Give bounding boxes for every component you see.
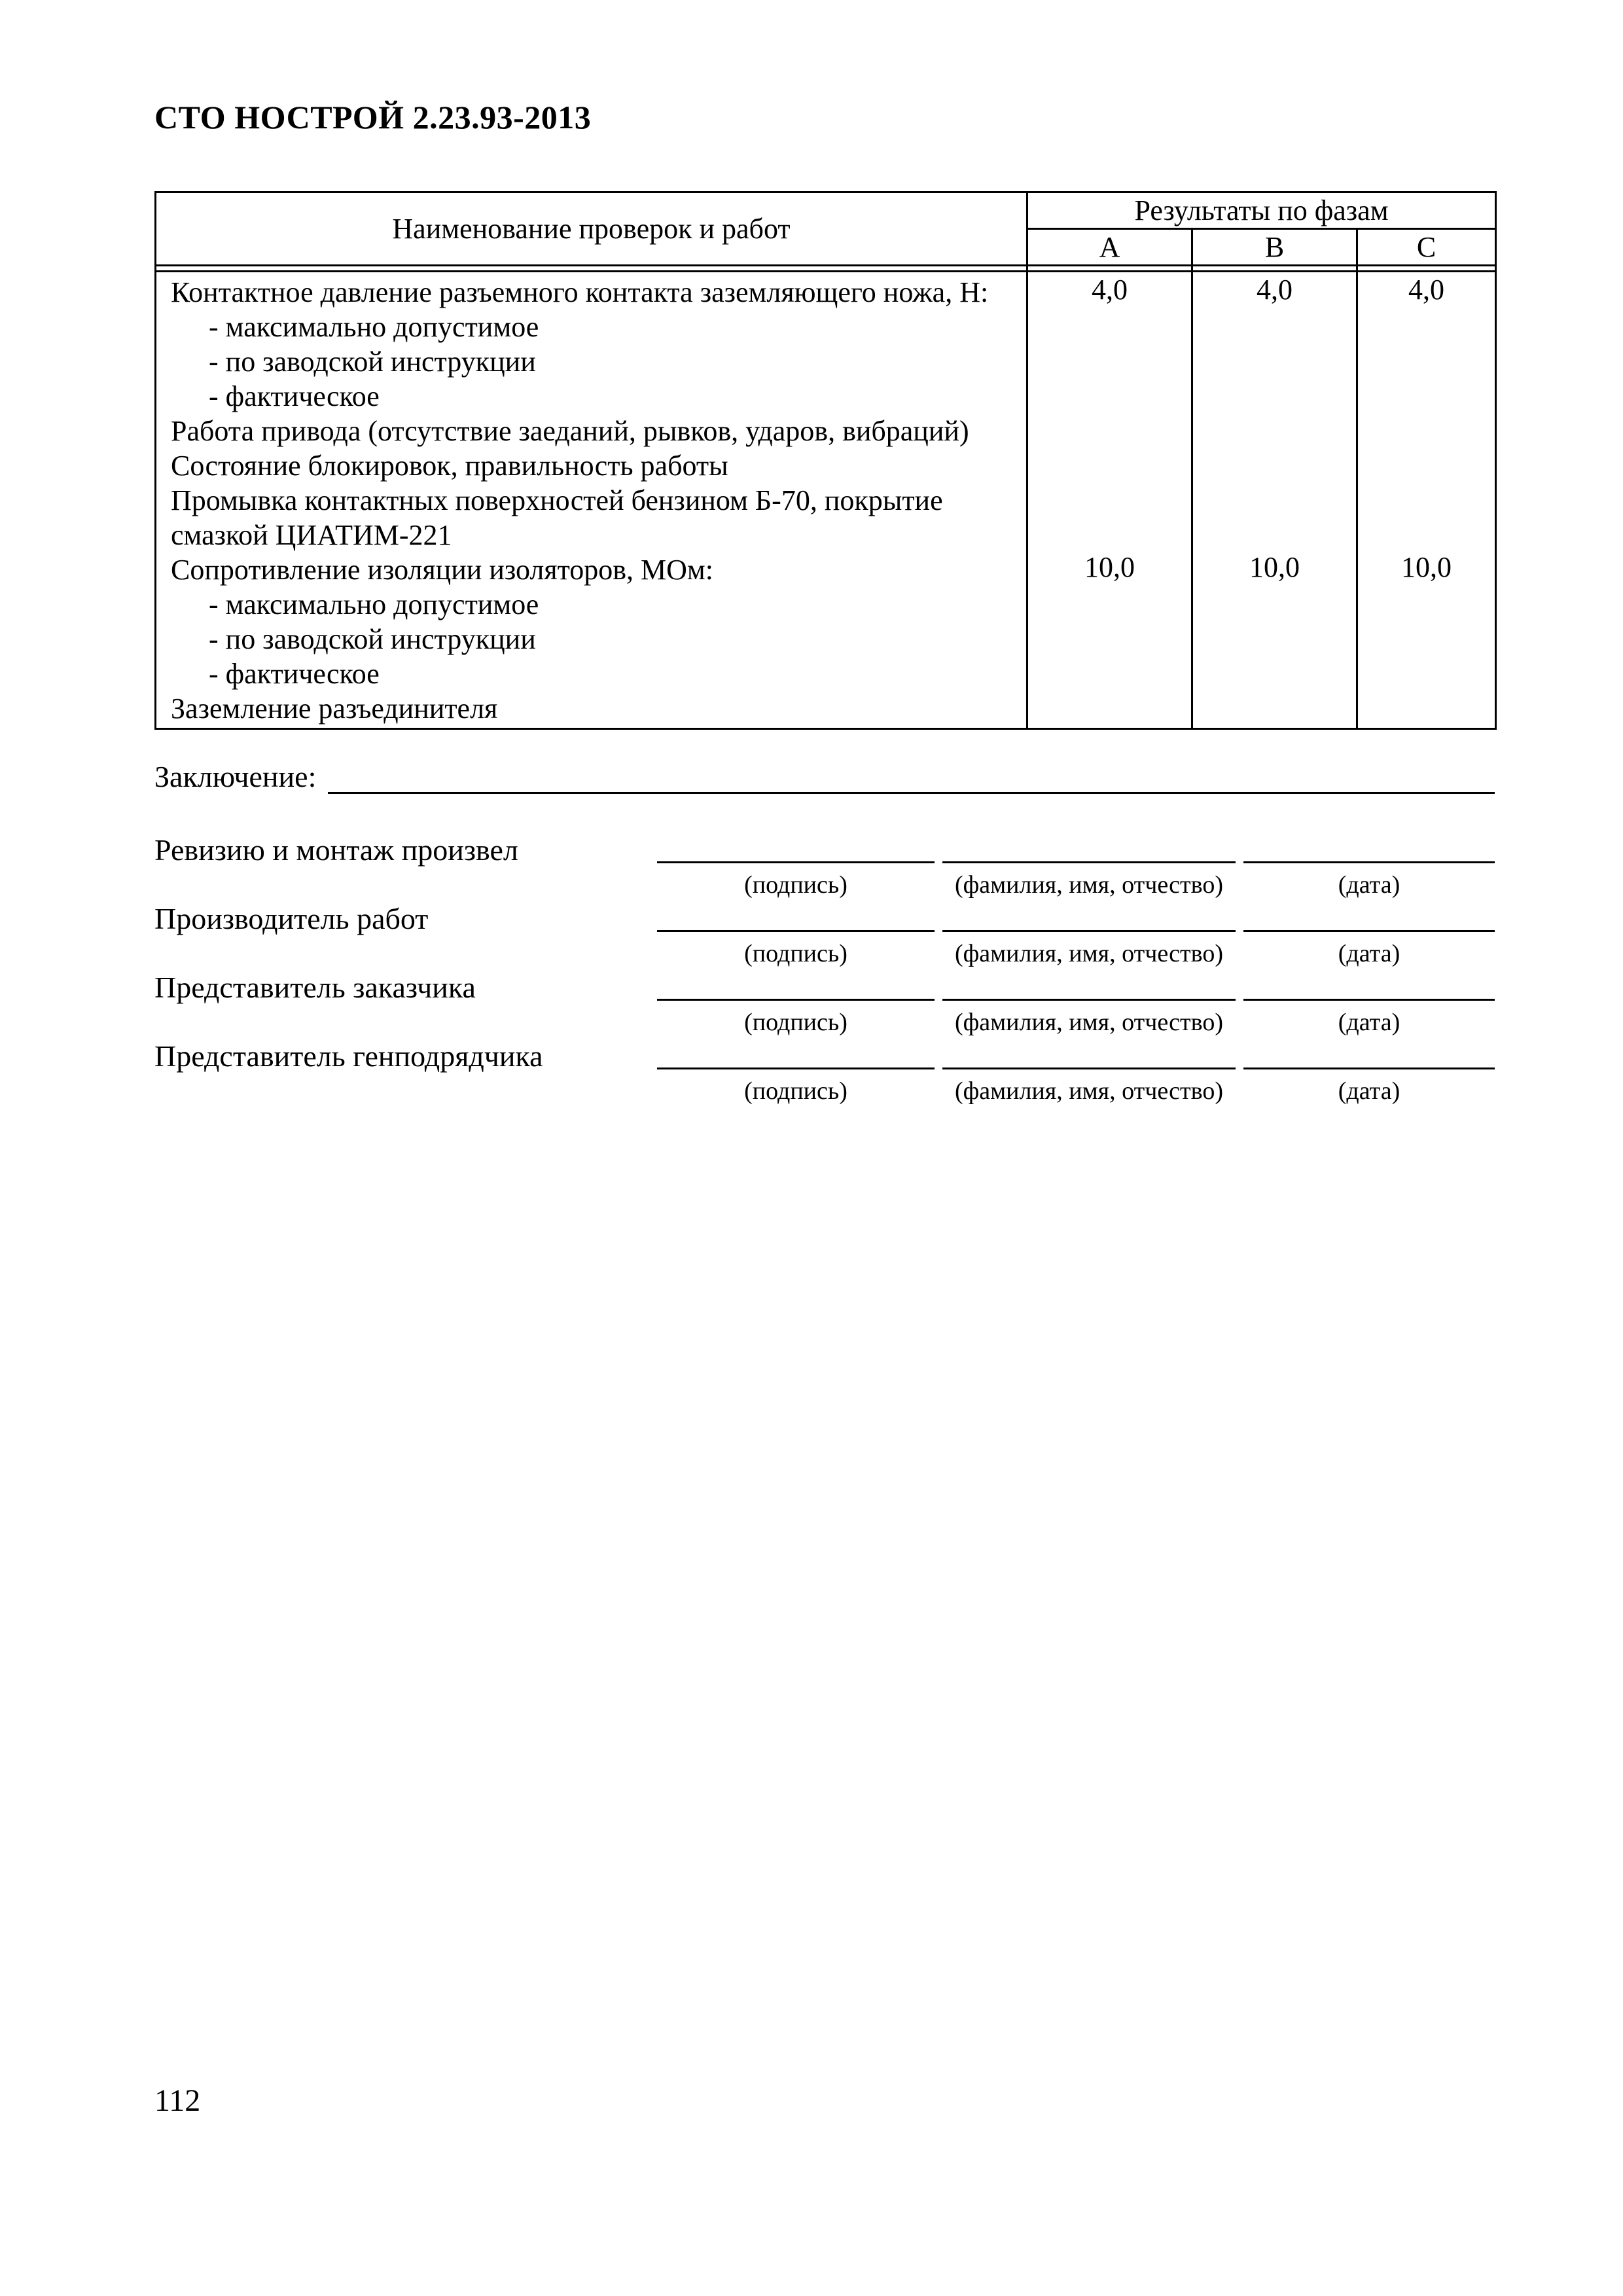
signature-role: Представитель заказчика xyxy=(154,971,476,1004)
separator-row xyxy=(156,266,1496,272)
signature-field[interactable] xyxy=(657,930,935,932)
signature-row xyxy=(154,833,1495,905)
signature-field[interactable] xyxy=(657,861,935,863)
full-name-caption: (фамилия, имя, отчество) xyxy=(954,871,1223,899)
row-label: Состояние блокировок, правильность работы xyxy=(171,450,728,482)
date-caption: (дата) xyxy=(1338,871,1400,899)
row-label: - максимально допустимое xyxy=(209,311,539,343)
date-caption: (дата) xyxy=(1338,940,1400,967)
row-label: - фактическое xyxy=(209,380,380,412)
row-label: - максимально допустимое xyxy=(209,588,539,620)
pressure-value-b: 4,0 xyxy=(1257,274,1293,306)
signature-row xyxy=(154,901,1495,973)
signature-role: Ревизию и монтаж произвел xyxy=(154,833,518,867)
pressure-value-a: 4,0 xyxy=(1092,274,1128,306)
table-body-row xyxy=(156,272,1496,729)
insulation-value-a: 10,0 xyxy=(1084,551,1135,583)
signature-caption: (подпись) xyxy=(744,871,847,899)
phase-a-header: A xyxy=(1027,229,1192,266)
full-name-field[interactable] xyxy=(942,930,1236,932)
pressure-value-c: 4,0 xyxy=(1408,274,1444,306)
row-label: смазкой ЦИАТИМ-221 xyxy=(171,519,452,551)
signature-field[interactable] xyxy=(657,999,935,1001)
full-name-field[interactable] xyxy=(942,1067,1236,1069)
conclusion-field[interactable] xyxy=(328,763,1495,794)
conclusion-row xyxy=(154,759,1495,794)
row-label: Контактное давление разъемного контакта заземляющего ножа, Н: xyxy=(171,276,989,308)
full-name-caption: (фамилия, имя, отчество) xyxy=(954,1009,1223,1036)
row-label: Заземление разъединителя xyxy=(171,692,498,725)
signature-field[interactable] xyxy=(657,1067,935,1069)
full-name-caption: (фамилия, имя, отчество) xyxy=(954,1077,1223,1105)
phase-c-values xyxy=(1357,272,1496,729)
signature-row xyxy=(154,1039,1495,1111)
full-name-field[interactable] xyxy=(942,861,1236,863)
row-label: Работа привода (отсутствие заеданий, рывков, ударов, вибраций) xyxy=(171,415,969,447)
full-name-field[interactable] xyxy=(942,999,1236,1001)
document-code: СТО НОСТРОЙ 2.23.93-2013 xyxy=(154,99,592,135)
signature-caption: (подпись) xyxy=(744,1009,847,1036)
table-header-row xyxy=(156,192,1496,229)
date-field[interactable] xyxy=(1243,999,1495,1001)
phase-b-header: B xyxy=(1192,229,1357,266)
signature-role: Представитель генподрядчика xyxy=(154,1039,543,1073)
date-field[interactable] xyxy=(1243,930,1495,932)
row-label: Сопротивление изоляции изоляторов, МОм: xyxy=(171,554,713,586)
date-field[interactable] xyxy=(1243,861,1495,863)
checks-cell xyxy=(156,272,1027,729)
column-header-results: Результаты по фазам xyxy=(1027,192,1496,229)
signature-row xyxy=(154,970,1495,1042)
full-name-caption: (фамилия, имя, отчество) xyxy=(954,940,1223,967)
results-table xyxy=(154,191,1497,730)
page-number: 112 xyxy=(154,2083,201,2118)
date-caption: (дата) xyxy=(1338,1077,1400,1105)
phase-c-header: C xyxy=(1357,229,1496,266)
insulation-value-b: 10,0 xyxy=(1249,551,1300,583)
date-caption: (дата) xyxy=(1338,1009,1400,1036)
insulation-value-c: 10,0 xyxy=(1401,551,1452,583)
conclusion-label: Заключение: xyxy=(154,760,317,793)
row-label: Промывка контактных поверхностей бензином Б-70, покрытие xyxy=(171,484,943,516)
row-label: - по заводской инструкции xyxy=(209,623,536,655)
date-field[interactable] xyxy=(1243,1067,1495,1069)
row-label: - по заводской инструкции xyxy=(209,346,536,378)
column-header-name: Наименование проверок и работ xyxy=(156,192,1027,266)
row-label: - фактическое xyxy=(209,658,380,690)
signature-role: Производитель работ xyxy=(154,902,429,935)
phase-a-values xyxy=(1027,272,1192,729)
signature-caption: (подпись) xyxy=(744,940,847,967)
phase-b-values xyxy=(1192,272,1357,729)
signature-caption: (подпись) xyxy=(744,1077,847,1105)
